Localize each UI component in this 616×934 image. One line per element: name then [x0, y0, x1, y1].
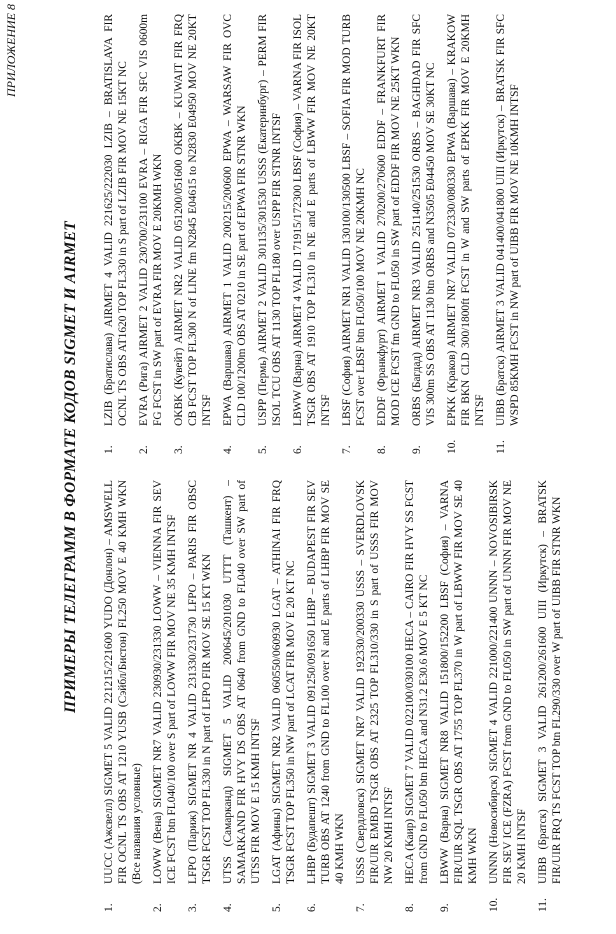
airmet-example-item-text: USPP (Пермь) AIRMET 2 VALID 301135/301530 USSS (Екатеринбург) – PERM FIR ISOL TCU OBS AT 1130 TOP FL180 over USPP FIR STNR INTSF — [257, 14, 283, 426]
sigmet-example-item-text: UTSS (Самарканд) SIGMET 5 VALID 200645/201030 UTTT (Ташкент) – SAMARKAND FIR HVY DS OBS AT 0640 from GND to FL040 over SW part of UTSS FIR MOV E 15 KMH INTSF — [222, 480, 262, 884]
airmet-example-item — [340, 14, 368, 454]
sigmet-example-item-text: UIBB (Братск) SIGMET 3 VALID 261200/261600 UIII (Иркутск) – BRATSK FIR/UIR FRQ TS FCST TOP btn FL290/330 over W part of UIBB FIR STNR WKN — [537, 480, 563, 884]
sigmet-example-item-text: LHBP (Будапешт) SIGMET 3 VALID 091250/091650 LHBP – BUDAPEST FIR SEV TURB OBS AT 1240 from GND to FL100 over N and E parts of LHBP FIR MOV SE 40 KMH WKN — [306, 480, 346, 884]
sigmet-examples-list — [102, 480, 571, 912]
sigmet-example-item — [487, 480, 529, 912]
airmet-example-item-text: EPKK (Краков) AIRMET NR7 VALID 072330/080330 EPWA (Варшава) – KRAKOW FIR BKN CLD 300/1800ft FCST in W and SW parts of EPKK FIR MOV E 20KMH INTSF — [446, 14, 486, 426]
sigmet-example-item — [536, 480, 564, 912]
sigmet-example-item-number: 1. — [103, 903, 115, 912]
sigmet-example-item-text: USSS (Свердловск) SIGMET NR7 VALID 192330/200330 USSS – SVERDLOVSK FIR/UIR EMBD TSGR OBS AT 2325 TOP FL310/330 in S part of USSS FIR MOV NW 20 KMH INTSF — [355, 480, 395, 884]
sigmet-example-item-text: LGAT (Афины) SIGMET NR2 VALID 060550/060930 LGAT – ATHINAI FIR FRQ TSGR FCST TOP FL350 in NW part of LCAT FIR MOV E 20 KT NC — [271, 480, 297, 884]
sigmet-example-item — [270, 480, 298, 912]
airmet-example-item-number: 5. — [257, 445, 269, 454]
sigmet-example-item-text: LOWW (Вена) SIGMET NR7 VALID 230930/231330 LOWW – VIENNA FIR SEV ICE FCST btn FL040/100 over S part of LOWW FIR MOV NE 35 KMH INTSF — [152, 480, 178, 884]
airmet-example-item-number: 3. — [173, 445, 185, 454]
airmet-example-item-text: EPWA (Варшава) AIRMET 1 VALID 200215/200600 EPWA – WARSAW FIR OVC CLD 100/1200m OBS AT 0210 in SE part of EPWA FIR STNR WKN — [222, 14, 248, 426]
sigmet-example-item-text: UUCC (Ажсвелл) SIGMET 5 VALID 221215/221600 YUDO (Донлон) – AMSWELL FIR OCNL TS OBS AT 1210 YUSB (Сэйбл/Бистон) FL250 MOV E 40 KMH WKN (Все названия условные) — [103, 480, 143, 884]
sigmet-example-item-number: 6. — [306, 903, 318, 912]
airmet-example-item-text: LBWW (Варна) AIRMET 4 VALID 171915/172300 LBSF (София) – VARNA FIR ISOL TSGR OBS AT 1910 TOP FL310 in NE and E parts of LBWW FIR MOV NE 20KT INTSF — [292, 14, 332, 426]
sigmet-example-item — [354, 480, 396, 912]
sigmet-example-item-text: LFPO (Париж) SIGMET NR 4 VALID 231330/231730 LFPO – PARIS FIR OBSC TSGR FCST TOP FL330 in N part of LFPO FIR MOV SE 15 KT WKN — [187, 480, 213, 884]
airmet-example-item-number: 1. — [103, 445, 115, 454]
airmet-example-item-text: ORBS (Багдад) AIRMET NR3 VALID 251140/251530 ORBS – BAGHDAD FIR SFC VIS 300m SS OBS AT 1130 btn ORBS and N3505 E04450 MOV SE 30KT NC — [411, 14, 437, 426]
airmet-example-item-text: UIBB (Братск) AIRMET 3 VALID 041400/041800 UIII (Иркутск) – BRATSK FIR SFC WSPD 85KMH FCST in NW part of UIBB FIR MOV NE 10KMH INTSF — [495, 14, 521, 426]
airmet-example-item-number: 7. — [341, 445, 353, 454]
sigmet-example-item — [151, 480, 179, 912]
airmet-example-item-number: 4. — [222, 445, 234, 454]
sigmet-example-item — [102, 480, 144, 912]
sigmet-example-item — [221, 480, 263, 912]
sigmet-example-item-text: UNNN (Новосибирск) SIGMET 4 VALID 221000/221400 UNNN – NOVOSIBIRSK FIR SEV ICE (FZRA) FCST from GND to FL050 in SW part of UNNN FIR MOV NE 20 KMH INTSF — [488, 480, 528, 884]
sigmet-example-item — [438, 480, 480, 912]
airmet-example-item-number: 8. — [376, 445, 388, 454]
airmet-example-item — [445, 14, 487, 454]
sigmet-example-item — [403, 480, 431, 912]
airmet-example-item-text: OKBK (Кувейт) AIRMET NR2 VALID 051200/051600 OKBK – KUWAIT FIR FRQ CB FCST TOP FL300 N of LINE fm N2845 E04615 to N2830 E04950 MOV NE 20KT INTSF — [173, 14, 213, 426]
airmet-example-item-number: 2. — [138, 445, 150, 454]
airmet-example-item — [291, 14, 333, 454]
sigmet-example-item-text: LBWW (Варна) SIGMET NR8 VALID 151800/152200 LBSF (София) – VARNA FIR/UIR SQL TSGR OBS AT 1755 TOP FL370 in W part of LBWW FIR MOV SE 40 KMH WKN — [439, 480, 479, 884]
airmet-example-item-text: LBSF (София) AIRMET NR1 VALID 130100/130500 LBSF – SOFIA FIR MOD TURB FCST over LBSF btn FL050/100 MOV NE 20KMH NC — [341, 14, 367, 426]
sigmet-example-item-number: 4. — [222, 903, 234, 912]
airmet-example-item-text: EVRA (Рига) AIRMET 2 VALID 230700/231100 EVRA – RIGA FIR SFC VIS 0600m FG FCST in SW part of EVRA FIR MOV E 20KMH WKN — [138, 14, 164, 426]
sigmet-example-item — [186, 480, 214, 912]
airmet-example-item — [137, 14, 165, 454]
sigmet-example-item-number: 7. — [355, 903, 367, 912]
airmet-example-item — [375, 14, 403, 454]
airmet-example-item-number: 10. — [446, 439, 458, 454]
airmet-example-item — [256, 14, 284, 454]
sigmet-example-item-number: 9. — [439, 903, 451, 912]
sigmet-example-item — [305, 480, 347, 912]
airmet-example-item — [102, 14, 130, 454]
airmet-example-item-text: EDDF (Франкфурт) AIRMET 1 VALID 270200/270600 EDDF – FRANKFURT FIR MOD ICE FCST fm GND to FL050 in SW part of EDDF FIR MOV NE 25KT WKN — [376, 14, 402, 426]
airmet-example-item — [410, 14, 438, 454]
sigmet-example-item-number: 5. — [271, 903, 283, 912]
sigmet-example-item-text: HECA (Каир) SIGMET 7 VALID 022100/030100 HECA – CAIRO FIR HVY SS FCST from GND to FL050 btn HECA and N31.2 E30.6 MOV E 5 KT NC — [404, 480, 430, 884]
sigmet-example-item-number: 2. — [152, 903, 164, 912]
appendix-label: ПРИЛОЖЕНИЕ 8 — [4, 4, 18, 97]
airmet-example-item — [172, 14, 214, 454]
sigmet-example-item-number: 10. — [488, 897, 500, 912]
sigmet-example-item-number: 3. — [187, 903, 199, 912]
airmet-examples-list — [102, 14, 529, 454]
airmet-example-item-number: 9. — [411, 445, 423, 454]
airmet-example-item — [494, 14, 522, 454]
page-title: ПРИМЕРЫ ТЕЛЕГРАММ В ФОРМАТЕ КОДОВ SIGMET И AIRMET — [62, 221, 79, 713]
airmet-example-item — [221, 14, 249, 454]
airmet-example-item-number: 11. — [495, 440, 507, 454]
airmet-example-item-number: 6. — [292, 445, 304, 454]
sigmet-example-item-number: 8. — [404, 903, 416, 912]
airmet-example-item-text: LZIB (Братислава) AIRMET 4 VALID 221625/222030 LZIB – BRATISLAVA FIR OCNL TS OBS AT1620 TOP FL330 in S part of LZIB FIR MOV NE 15KT NC — [103, 14, 129, 426]
sigmet-example-item-number: 11. — [537, 898, 549, 912]
